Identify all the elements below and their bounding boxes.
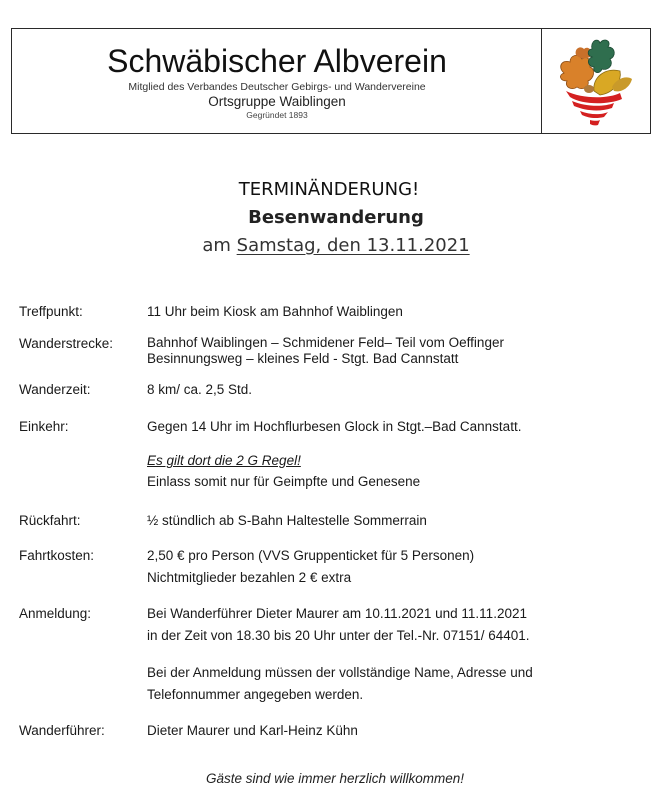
detail-label: Einkehr: <box>19 419 69 434</box>
detail-label: Wanderzeit: <box>19 382 91 397</box>
detail-value <box>147 603 657 706</box>
detail-label: Anmeldung: <box>19 606 92 621</box>
logo-cell <box>541 29 650 133</box>
change-notice: TERMINÄNDERUNG! <box>238 179 420 200</box>
date-prefix: am <box>202 235 237 256</box>
detail-value <box>147 512 657 530</box>
value-line: Bei der Anmeldung müssen der vollständige Name, Adresse und <box>147 665 533 680</box>
value-line: Bei Wanderführer Dieter Maurer am 10.11.2021 und 11.11.2021 <box>147 606 527 621</box>
welcome-footer: Gäste sind wie immer herzlich willkommen! <box>205 771 465 786</box>
announcement-title <box>0 178 662 259</box>
event-date <box>0 233 662 259</box>
detail-value <box>147 545 657 589</box>
letterhead-text <box>12 29 542 133</box>
value-line: in der Zeit von 18.30 bis 20 Uhr unter der Tel.-Nr. 07151/ 64401. <box>147 628 530 643</box>
value-line: 2,50 € pro Person (VVS Gruppenticket für 5 Personen) <box>147 548 475 563</box>
value-line: Einlass somit nur für Geimpfte und Genesene <box>147 474 421 489</box>
value-line: 8 km/ ca. 2,5 Std. <box>147 382 253 397</box>
detail-label: Treffpunkt: <box>19 304 83 319</box>
detail-value <box>147 722 657 740</box>
detail-value <box>147 335 657 367</box>
date-value: Samstag, den 13.11.2021 <box>236 235 470 256</box>
value-line: Besinnungsweg – kleines Feld - Stgt. Bad Cannstatt <box>147 351 459 366</box>
detail-label: Rückfahrt: <box>19 513 81 528</box>
detail-value <box>147 418 657 491</box>
value-line: Telefonnummer angegeben werden. <box>147 687 364 702</box>
detail-label: Fahrtkosten: <box>19 548 95 563</box>
value-line: ½ stündlich ab S-Bahn Haltestelle Sommerrain <box>147 513 427 528</box>
rule-note: Es gilt dort die 2 G Regel! <box>147 453 301 468</box>
value-line: Dieter Maurer und Karl-Heinz Kühn <box>147 723 358 738</box>
value-line: 11 Uhr beim Kiosk am Bahnhof Waiblingen <box>147 304 403 319</box>
value-line: Gegen 14 Uhr im Hochflurbesen Glock in Stgt.–Bad Cannstatt. <box>147 419 522 434</box>
letterhead <box>11 28 651 134</box>
value-line: Nichtmitglieder bezahlen 2 € extra <box>147 570 352 585</box>
detail-value <box>147 303 657 321</box>
detail-value <box>147 381 657 399</box>
event-name: Besenwanderung <box>248 207 424 228</box>
org-name: Schwäbischer Albverein <box>107 43 447 79</box>
membership-line: Mitglied des Verbandes Deutscher Gebirgs- und Wandervereine <box>128 81 426 93</box>
local-group: Ortsgruppe Waiblingen <box>208 94 346 109</box>
detail-label: Wanderstrecke: <box>19 336 114 351</box>
oak-leaves-emblem-icon <box>542 29 649 132</box>
value-line: Bahnhof Waiblingen – Schmidener Feld– Teil vom Oeffinger <box>147 335 504 350</box>
founded-year: Gegründet 1893 <box>246 110 308 120</box>
detail-label: Wanderführer: <box>19 723 105 738</box>
